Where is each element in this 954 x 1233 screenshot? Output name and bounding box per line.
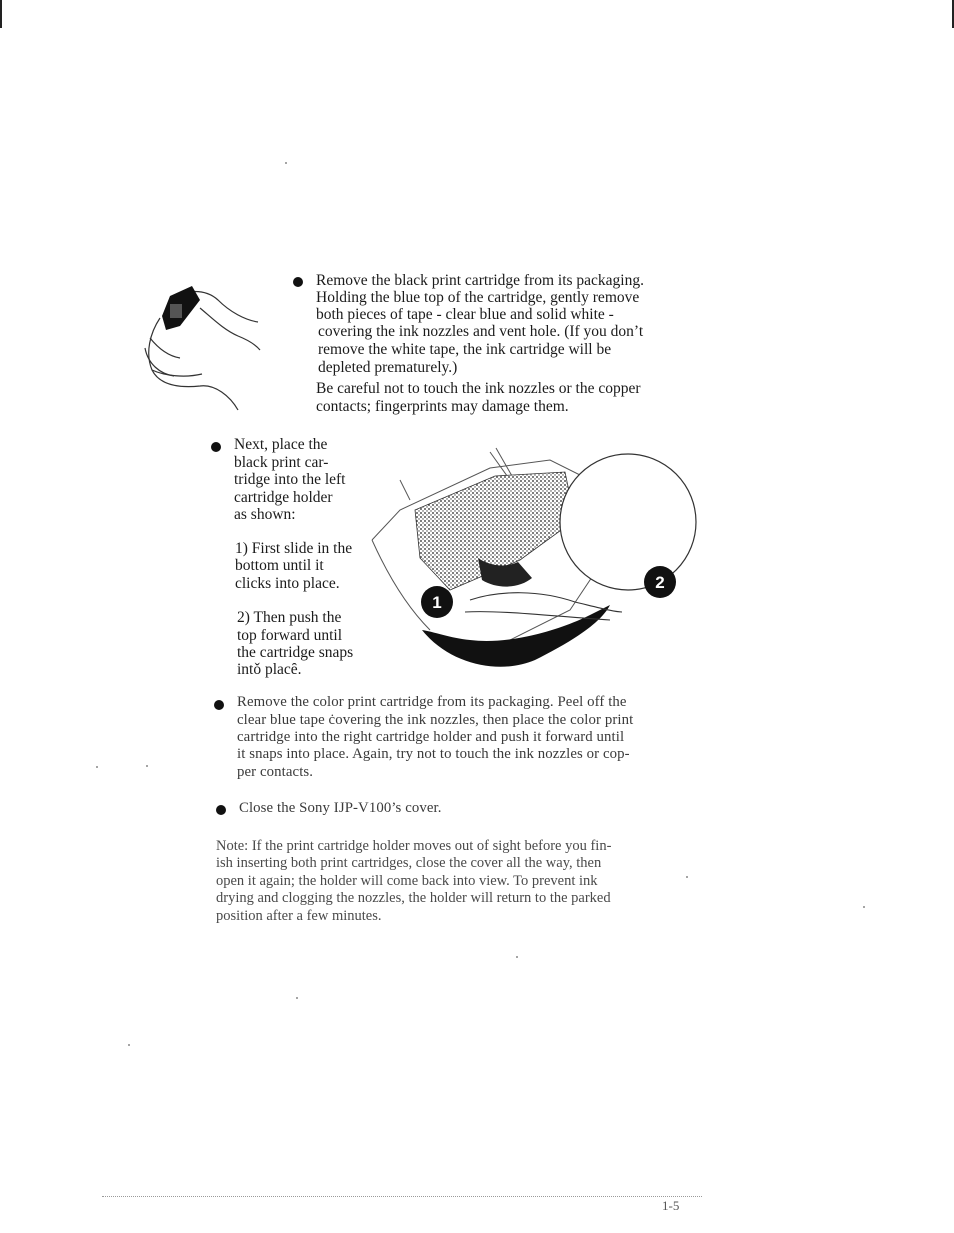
step-2-sub2-line: top forward until xyxy=(237,627,343,644)
step-3-line: per contacts. xyxy=(237,764,314,780)
step-1-line: remove the white tape, the ink cartridge will be xyxy=(318,341,612,358)
step-2-line: cartridge holder xyxy=(234,489,333,506)
scan-edge-left xyxy=(0,0,2,28)
note-line: position after a few minutes. xyxy=(216,908,382,924)
step-2-sub1-line: clicks into place. xyxy=(235,575,340,592)
step-2-sub2-line: the cartridge snaps xyxy=(237,644,354,661)
step-3-line: Remove the color print cartridge from its packaging. Peel off the xyxy=(237,694,627,710)
step-4-text: Close the Sony IJP-V100’s cover. xyxy=(239,800,442,816)
step-2-line: black print car- xyxy=(234,454,329,471)
note-line: open it again; the holder will come back into view. To prevent ink xyxy=(216,873,598,889)
step-1-line: Holding the blue top of the cartridge, gently remove xyxy=(316,289,640,306)
bullet-step-4 xyxy=(216,805,226,815)
step-3-line: cartridge into the right cartridge holder and push it forward until xyxy=(237,729,625,745)
step-2-line: Next, place the xyxy=(234,436,328,453)
step-3-line: clear blue tape ċovering the ink nozzles, then place the color print xyxy=(237,712,634,728)
note-line: ish inserting both print cartridges, close the cover all the way, then xyxy=(216,855,602,871)
printer-insertion-illustration xyxy=(360,440,695,690)
page-number: 1-5 xyxy=(662,1198,680,1213)
step-1-line: both pieces of tape - clear blue and solid white - xyxy=(316,306,614,323)
step-2-line: as shown: xyxy=(234,506,296,523)
callout-2-label: 2 xyxy=(655,573,665,592)
step-2-sub2-line: 2) Then push the xyxy=(237,609,342,626)
hands-cartridge-illustration xyxy=(140,278,270,418)
note-line: drying and clogging the nozzles, the holder will return to the parked xyxy=(216,890,611,906)
step-2-line: tridge into the left xyxy=(234,471,346,488)
bullet-step-2 xyxy=(211,442,221,452)
step-1-line: Remove the black print cartridge from its packaging. xyxy=(316,272,644,289)
step-1-line: depleted prematurely.) xyxy=(318,359,458,376)
callout-1-label: 1 xyxy=(432,593,442,612)
note-line: Note: If the print cartridge holder moves out of sight before you fin- xyxy=(216,838,612,854)
step-1-caution-line: contacts; fingerprints may damage them. xyxy=(316,398,569,415)
step-1-caution-line: Be careful not to touch the ink nozzles or the copper xyxy=(316,380,641,397)
step-1-line: covering the ink nozzles and vent hole. (If you don’t xyxy=(318,323,644,340)
bullet-step-3 xyxy=(214,700,224,710)
footer-dotted-rule xyxy=(102,1196,702,1197)
step-2-sub2-line: intǒ placȇ. xyxy=(237,661,302,678)
bullet-step-1 xyxy=(293,277,303,287)
step-2-sub1-line: 1) First slide in the xyxy=(235,540,353,557)
step-2-sub1-line: bottom until it xyxy=(235,557,324,574)
step-3-line: it snaps into place. Again, try not to touch the ink nozzles or cop- xyxy=(237,746,630,762)
